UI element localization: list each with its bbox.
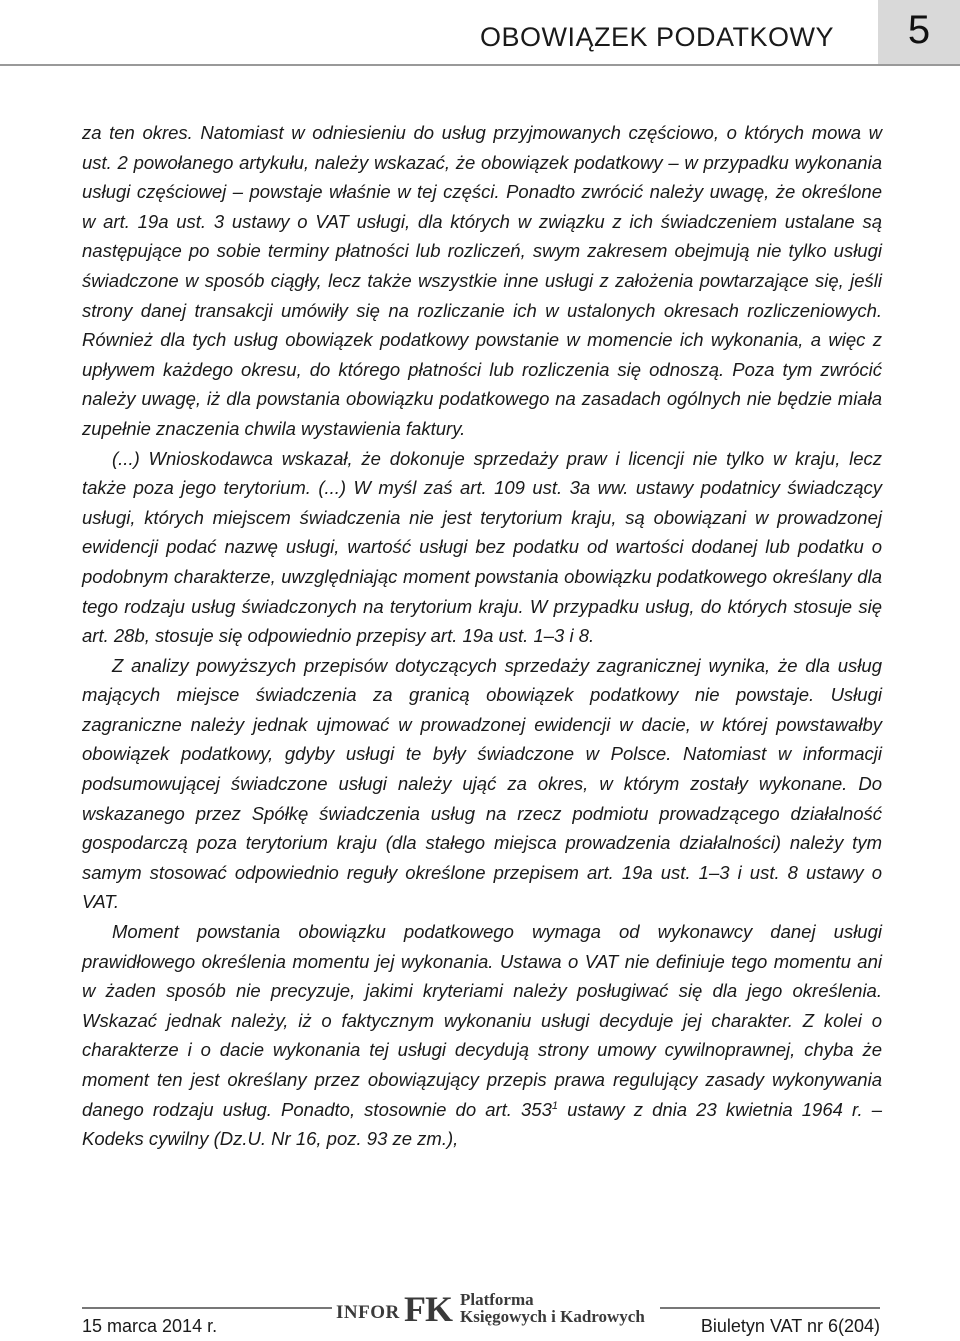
page-number-box [878, 0, 960, 64]
paragraph-2: (...) Wnioskodawca wskazał, że dokonuje sprzedaży praw i licencji nie tylko w kraju, lecz także poza jego terytorium. (...) W myśl zaś art. 109 ust. 3a ww. ustawy podatnicy świadczący usługi, których miejscem świadczenia nie jest terytorium kraju, są obowiązani w prowadzonej ewidencji podać nazwę usługi, wartość usługi bez podatku od wartości dodanej lub podatku o podobnym charakterze, uwzględniając moment powstania obowiązku podatkowego określany dla tego rodzaju usług świadczonych na terytorium kraju. W przypadku usług, do których stosuje się art. 28b, stosuje się odpowiednio przepisy art. 19a ust. 1–3 i 8. [82, 447, 882, 647]
publisher-logo [336, 1290, 656, 1330]
page-number: 5 [907, 8, 931, 52]
logo-infor-text: INFOR [336, 1302, 400, 1323]
paragraph-4 [82, 917, 882, 1154]
issue-date: 15 marca 2014 r. [82, 1316, 218, 1336]
logo-fk-mark: FK [404, 1289, 452, 1329]
header-divider [0, 64, 960, 66]
page-footer [0, 1286, 960, 1341]
paragraph-3: Z analizy powyższych przepisów dotyczących sprzedaży zagranicznej wynika, że dla usług mających miejsce świadczenia za granicą obowiązek podatkowy nie powstaje. Usługi zagraniczne należy jednak ujmować w prowadzonej ewidencji w dacie, w której powstawałby obowiązek podatkowy, gdyby usługi te były świadczone w Polsce. Natomiast w informacji podsumowującej świadczone usługi należy ująć za okres, w którym zostały wykonane. Do wskazanego przez Spółkę świadczenia usług na rzecz podmiotu prowadzącego działalność gospodarczą poza terytorium kraju (dla stałego miejsca prowadzenia działalności) należy tym samym stosować odpowiednio reguły określone przepisem art. 19a ust. 1–3 i ust. 8 ustawy o VAT. [82, 654, 882, 913]
logo-line-2: Księgowych i Kadrowych [460, 1307, 645, 1326]
page-header [0, 0, 960, 88]
running-title: OBOWIĄZEK PODATKOWY [479, 22, 834, 52]
paragraph-4-text: Moment powstania obowiązku podatkowego wymaga od wykonawcy danej usługi prawidłowego określenia momentu jej wykonania. Ustawa o VAT nie definiuje tego momentu ani w żaden sposób nie precyzuje, jakimi kryteriami należy posługiwać się dla jego określenia. Wskazać jednak należy, iż o faktycznym wykonaniu usługi decyduje jej charakter. Z kolei o charakterze i o dacie wykonania tej usługi decydują strony umowy cywilnoprawnej, chyba że moment ten jest określany przez obowiązujący przepis prawa regulujący zasady wykonywania danego rodzaju usług. Ponadto, stosownie do art. 353 [82, 921, 882, 1120]
logo-line-1: Platforma [460, 1290, 534, 1309]
issue-number: Biuletyn VAT nr 6(204) [700, 1316, 880, 1336]
footnote-superscript: 1 [551, 1099, 559, 1112]
paragraph-4-tail: ustawy z dnia 23 kwietnia 1964 r. – Kodeks cywilny (Dz.U. Nr 16, poz. 93 ze zm.), [82, 1098, 882, 1150]
paragraph-1: za ten okres. Natomiast w odniesieniu do usług przyjmowanych częściowo, o których mowa w ust. 2 powołanego artykułu, należy wskazać, że obowiązek podatkowy – w przypadku wykonania usługi częściowej – powstaje właśnie w tej części. Ponadto zwrócić należy uwagę, że określone w art. 19a ust. 3 ustawy o VAT usługi, dla których w związku z ich świadczeniem ustalane są następujące po sobie terminy płatności lub rozliczeń, swym zakresem obejmują nie tylko usługi świadczone w sposób ciągły, lecz także wszystkie inne usługi z założenia powtarzające się, jeśli strony danej transakcji umówiły się na rozliczanie ich w ustalonych okresach rozliczeniowych. Również dla tych usług obowiązek podatkowy powstanie w momencie ich wykonania, a więc z upływem każdego okresu, do którego płatności lub rozliczenia się odnoszą. Poza tym zwrócić należy uwagę, iż dla powstania obowiązku podatkowego na zasadach ogólnych nie będzie miała zupełnie znaczenia chwila wystawienia faktury. [82, 122, 882, 439]
footer-divider-left [82, 1307, 332, 1309]
article-body [82, 118, 882, 1154]
footer-divider-right [660, 1307, 880, 1309]
